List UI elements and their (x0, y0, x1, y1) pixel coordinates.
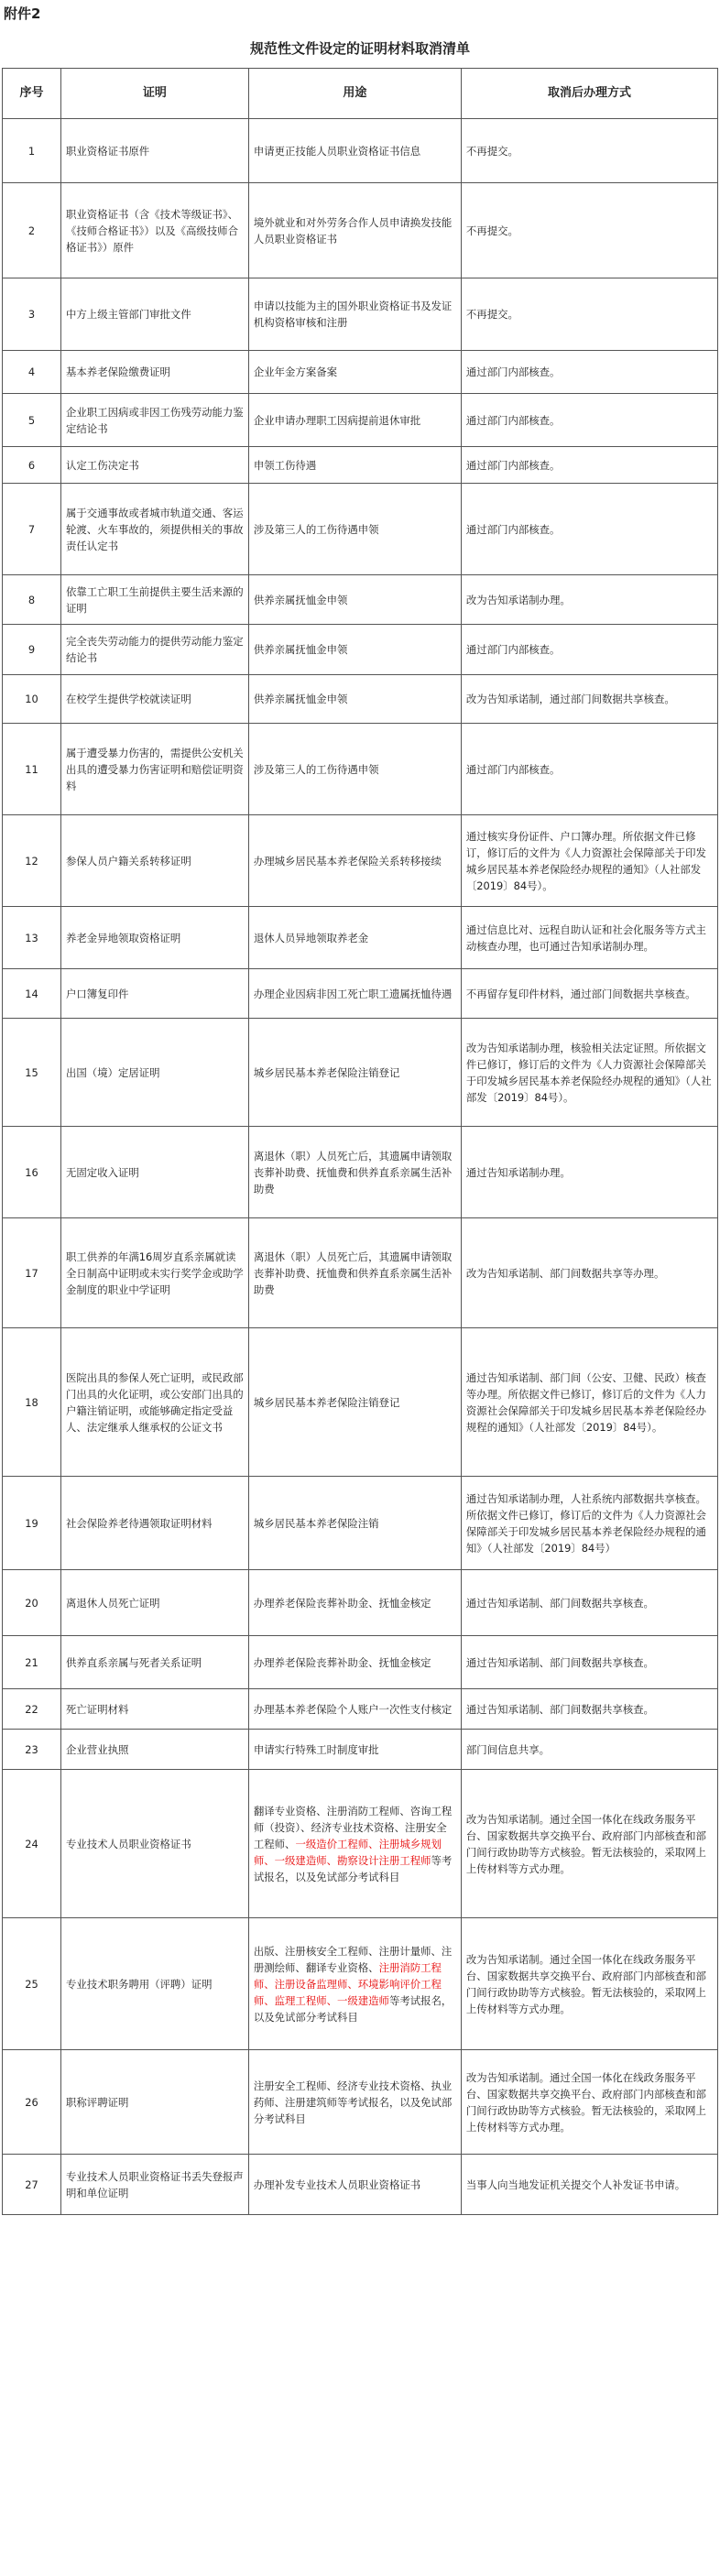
row-seq: 1 (3, 119, 61, 183)
row-purpose: 办理城乡居民基本养老保险关系转移接续 (248, 815, 461, 907)
row-method: 改为告知承诺制。通过全国一体化在线政务服务平台、国家数据共享交换平台、政府部门内部核查和部门间行政协助等方式核验。暂无法核验的，采取网上上传材料等方式办理。 (461, 1770, 717, 1918)
row-seq: 9 (3, 625, 61, 675)
row-method: 通过核实身份证件、户口簿办理。所依据文件已修订，修订后的文件为《人力资源社会保障部关于印发城乡居民基本养老保险经办规程的通知》（人社部发〔2019〕84号）。 (461, 815, 717, 907)
row-proof: 养老金异地领取资格证明 (61, 907, 249, 969)
row-method: 通过告知承诺制办理，人社系统内部数据共享核查。所依据文件已修订，修订后的文件为《人力资源社会保障部关于印发城乡居民基本养老保险经办规程的通知》（人社部发〔2019〕84号） (461, 1477, 717, 1570)
row-purpose: 离退休（职）人员死亡后，其遗属申请领取丧葬补助费、抚恤费和供养直系亲属生活补助费 (248, 1218, 461, 1328)
row-seq: 11 (3, 724, 61, 815)
row-seq: 14 (3, 969, 61, 1019)
row-method: 部门间信息共享。 (461, 1730, 717, 1770)
row-proof: 死亡证明材料 (61, 1689, 249, 1730)
row-seq: 16 (3, 1127, 61, 1218)
table-row (3, 447, 718, 484)
row-method: 改为告知承诺制办理，核验相关法定证照。所依据文件已修订，修订后的文件为《人力资源社会保障部关于印发城乡居民基本养老保险经办规程的通知》（人社部发〔2019〕84号）。 (461, 1019, 717, 1127)
row-method: 通过告知承诺制、部门间数据共享核查。 (461, 1636, 717, 1689)
row-purpose: 办理养老保险丧葬补助金、抚恤金核定 (248, 1570, 461, 1636)
row-seq: 5 (3, 394, 61, 447)
row-purpose: 涉及第三人的工伤待遇申领 (248, 724, 461, 815)
row-proof: 在校学生提供学校就读证明 (61, 675, 249, 724)
row-seq: 7 (3, 484, 61, 575)
table-row (3, 1918, 718, 2050)
row-proof: 认定工伤决定书 (61, 447, 249, 484)
row-proof: 职工供养的年满16周岁直系亲属就读全日制高中证明或未实行奖学金或助学金制度的职业中学证明 (61, 1218, 249, 1328)
row-seq: 13 (3, 907, 61, 969)
row-purpose: 城乡居民基本养老保险注销 (248, 1477, 461, 1570)
table-row (3, 1019, 718, 1127)
row-proof: 属于交通事故或者城市轨道交通、客运轮渡、火车事故的，须提供相关的事故责任认定书 (61, 484, 249, 575)
row-proof: 基本养老保险缴费证明 (61, 351, 249, 394)
table-row (3, 625, 718, 675)
row-purpose (248, 1770, 461, 1918)
table-row (3, 1570, 718, 1636)
row-proof: 完全丧失劳动能力的提供劳动能力鉴定结论书 (61, 625, 249, 675)
table-row (3, 1689, 718, 1730)
row-method: 通过信息比对、远程自助认证和社会化服务等方式主动核查办理，也可通过告知承诺制办理。 (461, 907, 717, 969)
row-purpose: 离退休（职）人员死亡后，其遗属申请领取丧葬补助费、抚恤费和供养直系亲属生活补助费 (248, 1127, 461, 1218)
row-proof: 供养直系亲属与死者关系证明 (61, 1636, 249, 1689)
row-proof: 出国（境）定居证明 (61, 1019, 249, 1127)
row-method: 通过告知承诺制、部门间（公安、卫健、民政）核查等办理。所依据文件已修订，修订后的文件为《人力资源社会保障部关于印发城乡居民基本养老保险经办规程的通知》（人社部发〔2019〕84号）。 (461, 1328, 717, 1477)
row-method: 改为告知承诺制。通过全国一体化在线政务服务平台、国家数据共享交换平台、政府部门内部核查和部门间行政协助等方式核验。暂无法核验的，采取网上上传材料等方式办理。 (461, 2050, 717, 2155)
row-method: 通过告知承诺制、部门间数据共享核查。 (461, 1570, 717, 1636)
row-proof: 专业技术人员职业资格证书丢失登报声明和单位证明 (61, 2155, 249, 2215)
table-row (3, 575, 718, 625)
row-seq: 6 (3, 447, 61, 484)
row-purpose: 办理补发专业技术人员职业资格证书 (248, 2155, 461, 2215)
row-purpose: 申请更正技能人员职业资格证书信息 (248, 119, 461, 183)
table-row (3, 2050, 718, 2155)
annex-label: 附件2 (4, 5, 41, 22)
row-purpose: 企业申请办理职工因病提前退休审批 (248, 394, 461, 447)
table-row (3, 1328, 718, 1477)
row-proof: 中方上级主管部门审批文件 (61, 278, 249, 351)
row-purpose: 办理企业因病非因工死亡职工遗属抚恤待遇 (248, 969, 461, 1019)
table-row (3, 1477, 718, 1570)
table-row (3, 183, 718, 278)
row-purpose: 城乡居民基本养老保险注销登记 (248, 1328, 461, 1477)
row-proof: 专业技术职务聘用（评聘）证明 (61, 1918, 249, 2050)
table-header-row (3, 69, 718, 119)
table-row (3, 675, 718, 724)
row-proof: 职称评聘证明 (61, 2050, 249, 2155)
column-header-proof: 证明 (61, 69, 249, 119)
row-purpose: 供养亲属抚恤金申领 (248, 575, 461, 625)
table-row (3, 1127, 718, 1218)
row-seq: 3 (3, 278, 61, 351)
row-seq: 26 (3, 2050, 61, 2155)
row-method: 不再提交。 (461, 183, 717, 278)
row-seq: 17 (3, 1218, 61, 1328)
row-seq: 25 (3, 1918, 61, 2050)
row-seq: 23 (3, 1730, 61, 1770)
row-purpose: 企业年金方案备案 (248, 351, 461, 394)
row-purpose: 涉及第三人的工伤待遇申领 (248, 484, 461, 575)
row-proof: 属于遭受暴力伤害的，需提供公安机关出具的遭受暴力伤害证明和赔偿证明资料 (61, 724, 249, 815)
row-seq: 18 (3, 1328, 61, 1477)
column-header-method: 取消后办理方式 (461, 69, 717, 119)
row-method: 当事人向当地发证机关提交个人补发证书申请。 (461, 2155, 717, 2215)
table-row (3, 278, 718, 351)
row-seq: 8 (3, 575, 61, 625)
table-row (3, 907, 718, 969)
row-seq: 2 (3, 183, 61, 278)
row-purpose: 注册安全工程师、经济专业技术资格、执业药师、注册建筑师等考试报名，以及免试部分考试科目 (248, 2050, 461, 2155)
row-proof: 参保人员户籍关系转移证明 (61, 815, 249, 907)
row-purpose: 申请以技能为主的国外职业资格证书及发证机构资格审核和注册 (248, 278, 461, 351)
row-purpose: 境外就业和对外劳务合作人员申请换发技能人员职业资格证书 (248, 183, 461, 278)
row-method: 改为告知承诺制，通过部门间数据共享核查。 (461, 675, 717, 724)
row-proof: 无固定收入证明 (61, 1127, 249, 1218)
row-method: 改为告知承诺制。通过全国一体化在线政务服务平台、国家数据共享交换平台、政府部门内部核查和部门间行政协助等方式核验。暂无法核验的，采取网上上传材料等方式办理。 (461, 1918, 717, 2050)
row-seq: 19 (3, 1477, 61, 1570)
row-purpose: 城乡居民基本养老保险注销登记 (248, 1019, 461, 1127)
cancellation-table (2, 68, 718, 2215)
table-row (3, 119, 718, 183)
document-title: 规范性文件设定的证明材料取消清单 (249, 40, 470, 57)
row-proof: 企业职工因病或非因工伤残劳动能力鉴定结论书 (61, 394, 249, 447)
row-method: 通过部门内部核查。 (461, 724, 717, 815)
row-proof: 专业技术人员职业资格证书 (61, 1770, 249, 1918)
table-row (3, 815, 718, 907)
row-method: 不再提交。 (461, 278, 717, 351)
row-purpose: 申请实行特殊工时制度审批 (248, 1730, 461, 1770)
row-seq: 21 (3, 1636, 61, 1689)
row-proof: 社会保险养老待遇领取证明材料 (61, 1477, 249, 1570)
table-row (3, 394, 718, 447)
table-row (3, 1770, 718, 1918)
row-method: 通过部门内部核查。 (461, 351, 717, 394)
row-proof: 职业资格证书（含《技术等级证书》、《技师合格证书》）以及《高级技师合格证书》）原件 (61, 183, 249, 278)
row-seq: 4 (3, 351, 61, 394)
row-method: 通过部门内部核查。 (461, 394, 717, 447)
row-proof: 企业营业执照 (61, 1730, 249, 1770)
table-row (3, 1636, 718, 1689)
row-method: 改为告知承诺制办理。 (461, 575, 717, 625)
row-method: 通过告知承诺制办理。 (461, 1127, 717, 1218)
row-proof: 职业资格证书原件 (61, 119, 249, 183)
row-purpose: 供养亲属抚恤金申领 (248, 625, 461, 675)
purpose-highlight: 注册消防工程师、注册设备监理师、环境影响评价工程师、监理工程师、一级建造师 (253, 1960, 442, 2007)
row-proof: 离退休人员死亡证明 (61, 1570, 249, 1636)
row-seq: 10 (3, 675, 61, 724)
row-seq: 27 (3, 2155, 61, 2215)
table-row (3, 724, 718, 815)
row-seq: 24 (3, 1770, 61, 1918)
table-row (3, 2155, 718, 2215)
row-seq: 15 (3, 1019, 61, 1127)
row-method: 不再留存复印件材料，通过部门间数据共享核查。 (461, 969, 717, 1019)
table-row (3, 1730, 718, 1770)
row-method: 通过告知承诺制、部门间数据共享核查。 (461, 1689, 717, 1730)
column-header-seq: 序号 (3, 69, 61, 119)
row-purpose: 供养亲属抚恤金申领 (248, 675, 461, 724)
row-purpose: 申领工伤待遇 (248, 447, 461, 484)
row-proof: 依靠工亡职工生前提供主要生活来源的证明 (61, 575, 249, 625)
row-method: 通过部门内部核查。 (461, 484, 717, 575)
row-purpose: 退休人员异地领取养老金 (248, 907, 461, 969)
purpose-text: 出版、注册核安全工程师、注册计量师、注册测绘师、翻译专业资格、 (253, 1944, 453, 1974)
purpose-text: 等考试报名，以及免试部分考试科目 (253, 1993, 453, 2024)
table-row (3, 484, 718, 575)
table-row (3, 1218, 718, 1328)
row-method: 通过部门内部核查。 (461, 625, 717, 675)
row-purpose (248, 1918, 461, 2050)
purpose-highlight: 一级造价工程师、注册城乡规划师、一级建造师、勘察设计注册工程师 (253, 1837, 442, 1867)
purpose-text: 翻译专业资格、注册消防工程师、咨询工程师（投资）、经济专业技术资格、注册安全工程师、 (253, 1804, 453, 1850)
row-seq: 20 (3, 1570, 61, 1636)
row-seq: 12 (3, 815, 61, 907)
purpose-text: 等考试报名，以及免试部分考试科目 (253, 1853, 453, 1883)
row-proof: 户口簿复印件 (61, 969, 249, 1019)
row-proof: 医院出具的参保人死亡证明，或民政部门出具的火化证明，或公安部门出具的户籍注销证明，或能够确定指定受益人、法定继承人继承权的公证文书 (61, 1328, 249, 1477)
row-method: 通过部门内部核查。 (461, 447, 717, 484)
row-purpose: 办理基本养老保险个人账户一次性支付核定 (248, 1689, 461, 1730)
row-purpose: 办理养老保险丧葬补助金、抚恤金核定 (248, 1636, 461, 1689)
table-row (3, 969, 718, 1019)
table-row (3, 351, 718, 394)
column-header-purpose: 用途 (248, 69, 461, 119)
row-method: 不再提交。 (461, 119, 717, 183)
row-method: 改为告知承诺制、部门间数据共享等办理。 (461, 1218, 717, 1328)
row-seq: 22 (3, 1689, 61, 1730)
